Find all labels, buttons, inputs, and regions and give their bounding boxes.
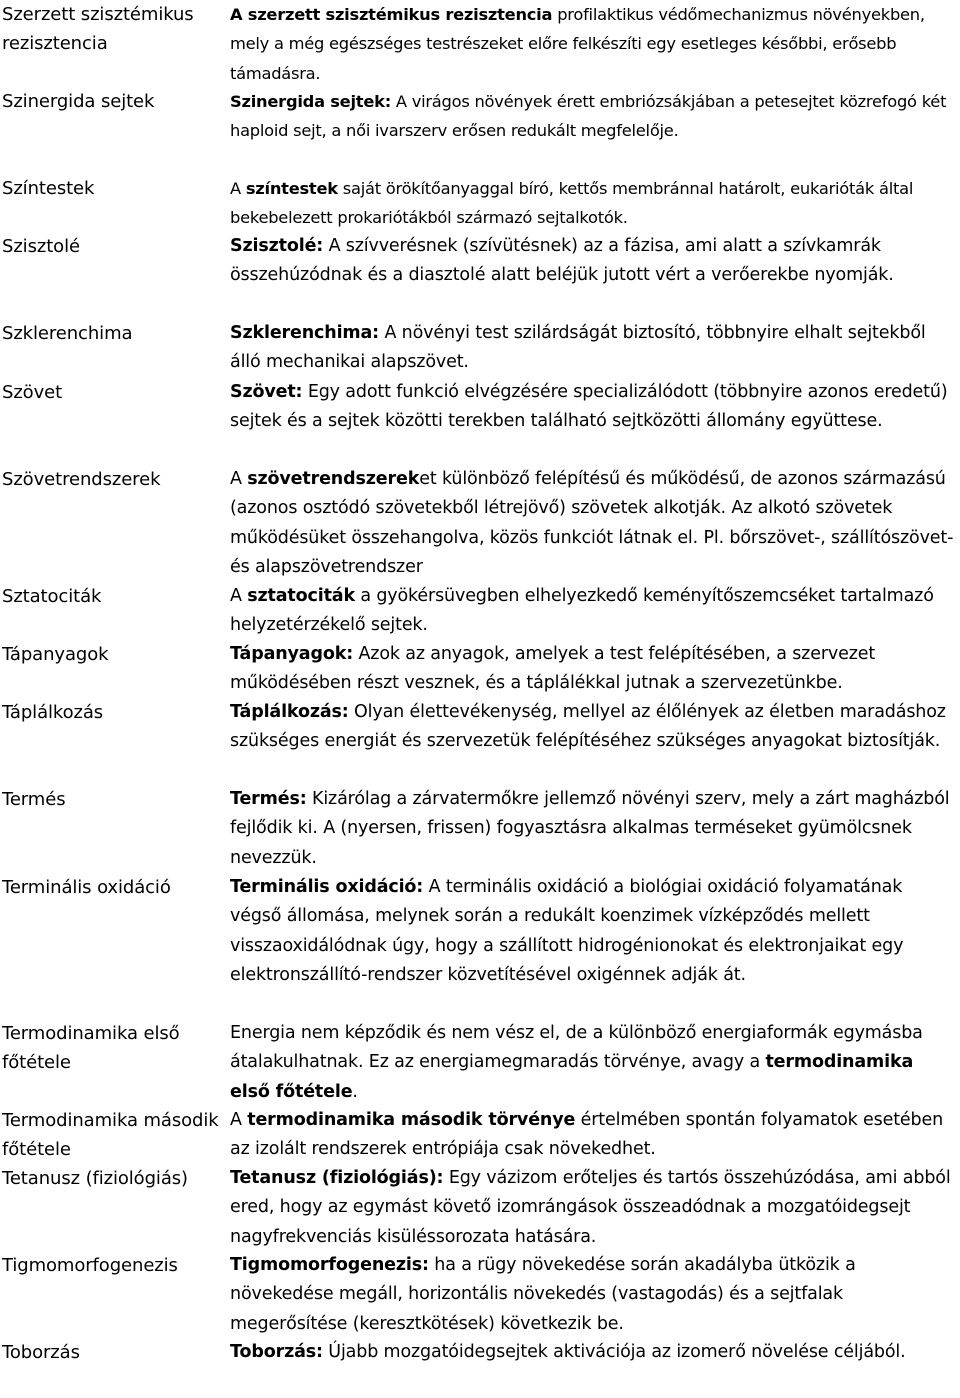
definition-text-span: Energia nem képződik és nem vész el, de a különböző energiaformák egymásba átalakulhatnak. Ez az energiamegmaradás törvénye, avagy a: [230, 1023, 923, 1073]
entry-definition: [230, 174, 958, 233]
definition-text-span: Olyan élettevékenység, mellyel az élőlények az életben maradáshoz szükséges energiát és szervezetük felépítéséhez szükséges anyagokat biztosítják.: [230, 702, 946, 752]
entry-definition: [230, 319, 958, 378]
entry-term: Színtestek: [2, 178, 95, 199]
entry-term: Táplálkozás: [2, 702, 104, 723]
glossary-entry: [0, 1106, 958, 1165]
definition-text-span: értelmében spontán folyamatok esetében az izolált rendszerek entrópiája csak növekedhet.: [230, 1110, 944, 1160]
definition-bold-span: Táplálkozás:: [230, 702, 349, 722]
definition-bold-span: Szinergida sejtek:: [230, 92, 391, 111]
definition-bold-span: szövetrendszerek: [247, 469, 420, 489]
glossary-entry: [0, 232, 958, 291]
definition-bold-span: Tetanusz (fiziológiás):: [230, 1168, 444, 1188]
glossary-entry: [0, 873, 958, 990]
glossary-entry: [0, 1251, 958, 1339]
entry-definition: [230, 87, 958, 146]
definition-bold-span: sztatociták: [247, 586, 355, 606]
entry-definition: [230, 873, 958, 990]
glossary-entry: [0, 640, 958, 699]
definition-bold-span: A szerzett szisztémikus rezisztencia: [230, 5, 553, 24]
entry-term: Termodinamika első főtétele: [2, 1023, 180, 1074]
definition-bold-span: Szklerenchima:: [230, 323, 380, 343]
entry-term: Sztatociták: [2, 586, 102, 607]
entry-term: Szinergida sejtek: [2, 91, 155, 112]
definition-bold-span: Toborzás:: [230, 1342, 323, 1362]
glossary-entry: [0, 1338, 958, 1367]
entry-term: Tigmomorfogenezis: [2, 1255, 178, 1276]
glossary-entry: [0, 582, 958, 641]
entry-definition: [230, 1106, 958, 1165]
definition-text-span: A: [230, 179, 246, 198]
glossary-entry: [0, 785, 958, 873]
definition-text-span: profilaktikus védőmechanizmus növényekben, mely a még egészséges testrészeket előre felkészíti egy esetleges későbbi, erősebb támadásra.: [230, 5, 925, 83]
definition-bold-span: Terminális oxidáció:: [230, 877, 424, 897]
definition-bold-span: Szisztolé:: [230, 236, 324, 256]
definition-text-span: Újabb mozgatóidegsejtek aktivációja az izomerő növelése céljából.: [322, 1342, 906, 1362]
glossary-entry: [0, 319, 958, 378]
definition-text-span: A: [230, 469, 248, 489]
definition-text-span: ha a rügy növekedése során akadályba ütközik a növekedése megáll, horizontális növekedés (vastagodás) és a sejtfalak megerősítése (keresztkötések) következik be.: [230, 1255, 856, 1334]
entry-term: Szklerenchima: [2, 323, 133, 344]
entry-definition: [230, 1338, 958, 1367]
definition-text-span: saját örökítőanyaggal bíró, kettős membránnal határolt, eukarióták által bekebelezett prokariótákból származó sejtalkotók.: [230, 179, 914, 228]
entry-term: Szerzett szisztémikus rezisztencia: [2, 4, 194, 55]
definition-bold-span: színtestek: [245, 179, 338, 198]
definition-text-span: a gyökérsüvegben elhelyezkedő keményítőszemcséket tartalmazó helyzetérzékelő sejtek.: [230, 586, 934, 636]
glossary-entry: [0, 698, 958, 757]
definition-text-span: A terminális oxidáció a biológiai oxidáció folyamatának végső állomása, melynek során a redukált koenzimek vízképződés mellett visszaoxidálódnak úgy, hogy a szállított hidrogénionokat és elektronjaikat egy elektronszállító-rendszer közvetítésével oxigénnek adják át.: [230, 877, 904, 985]
glossary-entry: [0, 174, 958, 233]
entry-definition: [230, 378, 958, 437]
glossary-entry: [0, 87, 958, 146]
glossary-entry: [0, 1164, 958, 1252]
entry-definition: [230, 640, 958, 699]
glossary-entry: [0, 0, 958, 88]
definition-bold-span: Szövet:: [230, 382, 303, 402]
definition-text-span: et különböző felépítésű és működésű, de azonos származású (azonos osztódó szövetekből létrejövő) szövetek alkotják. Az alkotó szövetek működésüket összehangolva, közös funkciót látnak el. Pl. bőrszövet-, szállítószövet- és alapszövetrendszer: [230, 469, 954, 577]
entry-definition: [230, 1019, 958, 1107]
entry-definition: [230, 698, 958, 757]
definition-bold-span: Termés:: [230, 789, 307, 809]
definition-text-span: Egy adott funkció elvégzésére specializálódott (többnyire azonos eredetű) sejtek és a sejtek közötti terekben található sejtközötti állomány együttese.: [230, 382, 948, 432]
entry-term: Szövet: [2, 382, 63, 403]
entry-definition: [230, 0, 958, 88]
entry-term: Tetanusz (fiziológiás): [2, 1168, 188, 1189]
definition-bold-span: Tápanyagok:: [230, 644, 354, 664]
glossary-entry: [0, 1019, 958, 1107]
entry-term: Toborzás: [2, 1342, 80, 1363]
glossary-entry: [0, 378, 958, 437]
entry-term: Terminális oxidáció: [2, 877, 171, 898]
entry-definition: [230, 465, 958, 582]
entry-definition: [230, 232, 958, 291]
entry-definition: [230, 785, 958, 873]
glossary-entry: [0, 465, 958, 582]
definition-text-span: Azok az anyagok, amelyek a test felépítésében, a szervezet működésében részt vesznek, és a táplálékkal jutnak a szervezetünkbe.: [230, 644, 876, 694]
definition-text-span: A: [230, 1110, 248, 1130]
definition-text-span: Kizárólag a zárvatermőkre jellemző növényi szerv, mely a zárt magházból fejlődik ki. A (nyersen, frissen) fogyasztásra alkalmas terméseket gyümölcsnek nevezzük.: [230, 789, 950, 868]
entry-definition: [230, 582, 958, 641]
entry-term: Tápanyagok: [2, 644, 109, 665]
entry-definition: [230, 1164, 958, 1252]
entry-definition: [230, 1251, 958, 1339]
definition-bold-span: termodinamika első főtétele: [230, 1052, 914, 1102]
definition-text-span: A: [230, 586, 248, 606]
definition-text-span: A szívverésnek (szívütésnek) az a fázisa, ami alatt a szívkamrák összehúzódnak és a diasztolé alatt beléjük jutott vért a verőerekbe nyomják.: [230, 236, 894, 286]
definition-text-span: .: [352, 1081, 358, 1102]
definition-text-span: Egy vázizom erőteljes és tartós összehúzódása, ami abból ered, hogy az egymást követő izomrángások összeadódnak a mozgatóidegsejt nagyfrekvenciás kisüléssorozata hatására.: [230, 1168, 951, 1247]
definition-bold-span: Tigmomorfogenezis:: [230, 1255, 429, 1275]
entry-term: Szisztolé: [2, 236, 80, 257]
definition-text-span: A virágos növények érett embriózsákjában a petesejtet közrefogó két haploid sejt, a női ivarszerv erősen redukált megfelelője.: [230, 92, 947, 141]
definition-text-span: A növényi test szilárdságát biztosító, többnyire elhalt sejtekből álló mechanikai alapszövet.: [230, 323, 926, 373]
entry-term: Termés: [2, 789, 66, 810]
definition-bold-span: termodinamika második törvénye: [247, 1110, 576, 1130]
entry-term: Termodinamika második főtétele: [2, 1110, 219, 1161]
entry-term: Szövetrendszerek: [2, 469, 161, 490]
